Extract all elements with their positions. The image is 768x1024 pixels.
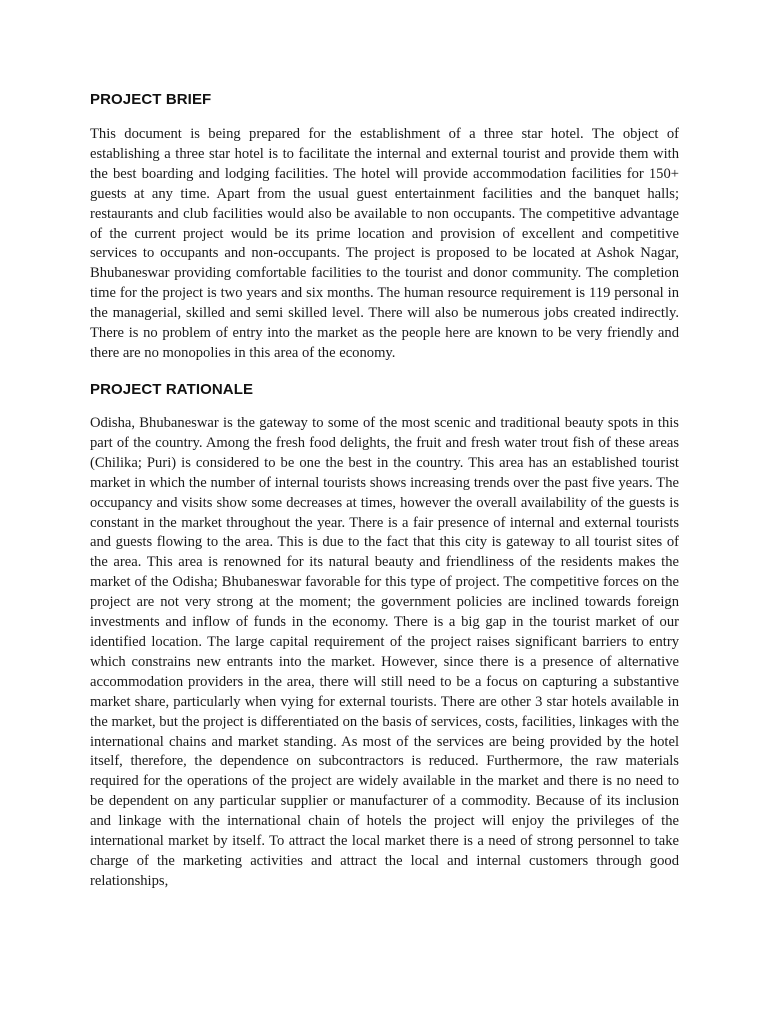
paragraph-project-rationale: Odisha, Bhubaneswar is the gateway to some of the most scenic and traditional beauty spots in this part of the country. Among the fresh food delights, the fruit and fresh water trout fish of these areas (Chilika; Puri) is considered to be one the best in the country. This area has an established tourist market in which the number of internal tourists shows increasing trends over the past five years. The occupancy and visits show some decreases at times, however the overall availability of the guests is constant in the market throughout the year. There is a fair presence of internal and external tourists and guests flowing to the area. This is due to the fact that this city is gateway to all tourist sites of the area. This area is renowned for its natural beauty and friendliness of the residents makes the market of the Odisha; Bhubaneswar favorable for this type of project. The competitive forces on the project are not very strong at the moment; the government policies are inclined towards foreign investments and inflow of funds in the economy. There is a big gap in the tourist market of our identified location. The large capital requirement of the project raises significant barriers to entry which constrains new entrants into the market. However, since there is a presence of alternative accommodation providers in the area, there will still need to be a focus on capturing a substantive market share, particularly when vying for external tourists. There are other 3 star hotels available in the market, but the project is differentiated on the basis of services, costs, facilities, linkages with the international chains and market standing. As most of the services are being provided by the hotel itself, therefore, the dependence on subcontractors is reduced. Furthermore, the raw materials required for the operations of the project are widely available in the market and there is no need to be dependent on any particular supplier or manufacturer of a commodity. Because of its inclusion and linkage with the international chain of hotels the project will enjoy the privileges of the international market by itself. To attract the local market there is a need of strong personnel to take charge of the marketing activities and attract the local and internal customers through good relationships,	[90, 415, 679, 889]
section-heading-project-brief: PROJECT BRIEF	[90, 91, 212, 108]
paragraph-project-brief: This document is being prepared for the establishment of a three star hotel. The object of establishing a three star hotel is to facilitate the internal and external tourist and provide them with the best boarding and lodging facilities. The hotel will provide accommodation facilities for 150+ guests at any time. Apart from the usual guest entertainment facilities and the banquet halls; restaurants and club facilities would also be available to non occupants. The competitive advantage of the current project would be its prime location and provision of excellent and competitive services to occupants and non-occupants. The project is proposed to be located at Ashok Nagar, Bhubaneswar providing comfortable facilities to the tourist and donor community. The completion time for the project is two years and six months. The human resource requirement is 119 personal in the managerial, skilled and semi skilled level. There will also be numerous jobs created indirectly. There is no problem of entry into the market as the people here are known to be very friendly and there are no monopolies in this area of the economy.	[90, 126, 679, 361]
section-heading-project-rationale: PROJECT RATIONALE	[90, 381, 254, 398]
